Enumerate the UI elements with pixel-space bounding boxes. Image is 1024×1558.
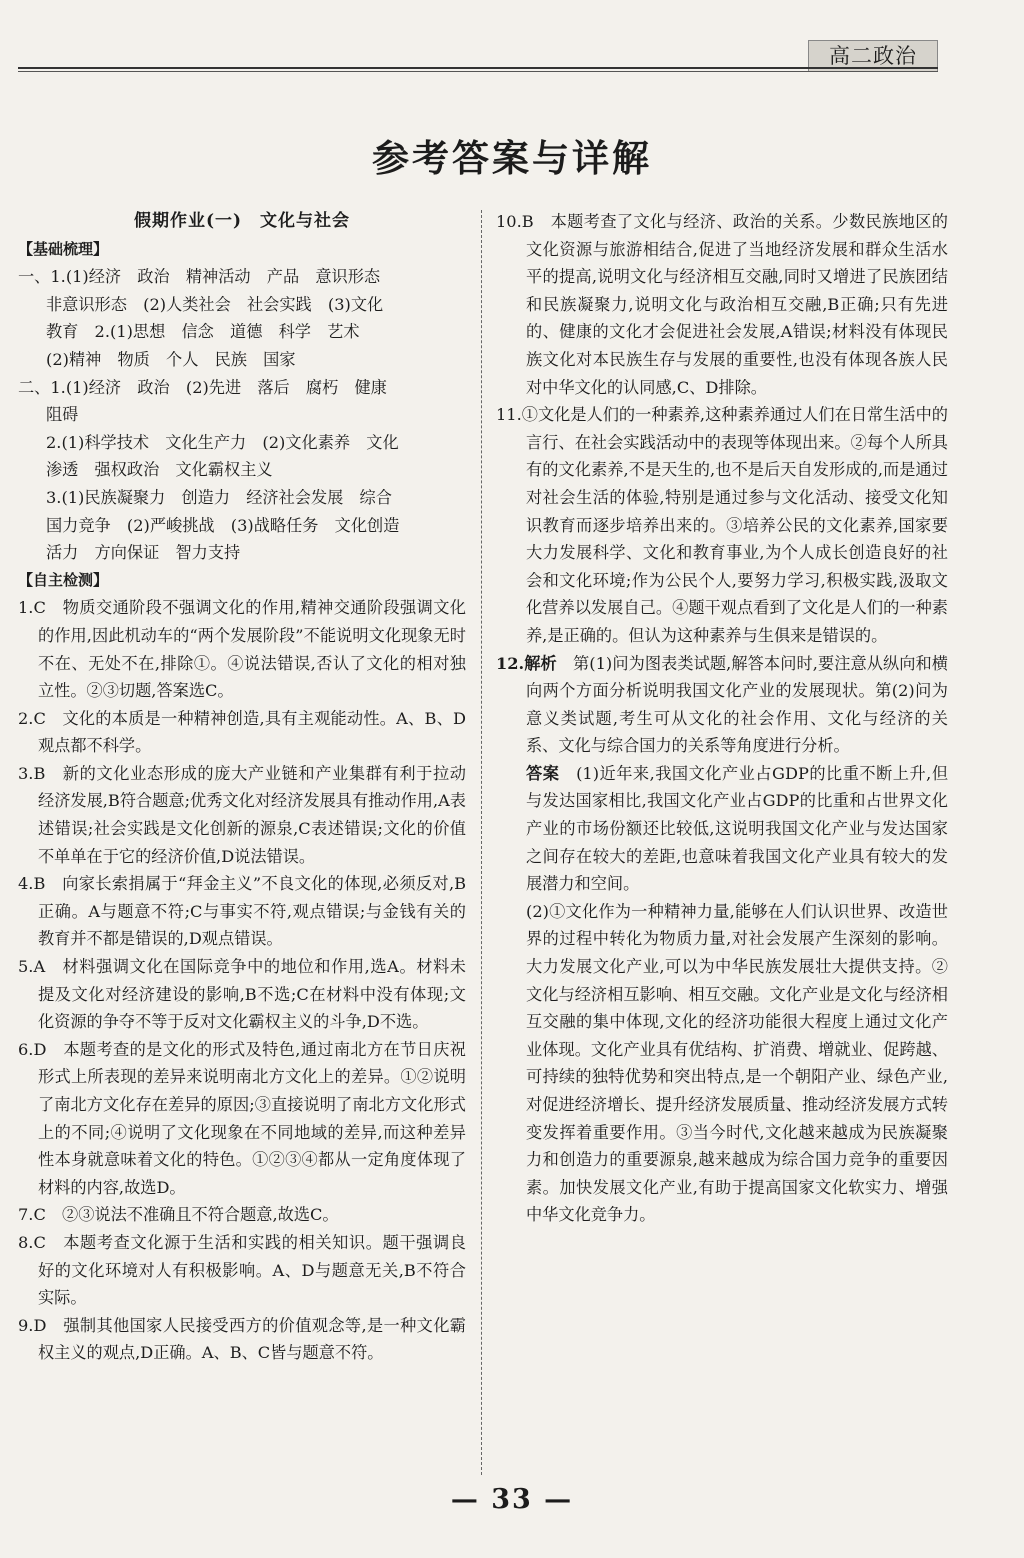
subject-tab: 高二政治 [808, 40, 938, 71]
answer-text-2: (2)①文化作为一种精神力量,能够在人们认识世界、改造世界的过程中转化为物质力量,对社会发展产生深刻的影响。大力发展文化产业,可以为中华民族发展壮大提供支持。②文化与经济相互影响、相互交融。文化产业是文化与经济相互交融的集中体现,文化的经济功能很大程度上通过文化产业体现。文化产业具有优结构、扩消费、增就业、促跨越、可持续的独特优势和突出特点,是一个朝阳产业、绿色产业,对促进经济增长、提升经济发展质量、推动经济发展方式转变发挥着重要作用。③当今时代,文化越来越成为民族凝聚力和创造力的重要源泉,越来越成为综合国力竞争的重要因素。加快发展文化产业,有助于提高国家文化软实力、增强中华文化竞争力。 [526, 901, 948, 1225]
basics-line: 阻碍 [46, 405, 79, 425]
answer-item: 11.①文化是人们的一种素养,这种素养通过人们在日常生活中的言行、在社会实践活动中的表现等体现出来。②每个人所具有的文化素养,不是天生的,也不是后天自发形成的,而是通过对社会生活的体验,特别是通过参与文化活动、接受文化知识教育而逐步培养出来的。③培养公民的文化素养,国家要大力发展科学、文化和教育事业,为个人成长创造良好的社会和文化环境;作为公民个人,要努力学习,积极实践,汲取文化营养以发展自己。④题干观点看到了文化是人们的一种素养,是正确的。但认为这种素养与生俱来是错误的。 [496, 405, 948, 645]
answer-item: 7.C ②③说法不准确且不符合题意,故选C。 [18, 1205, 339, 1225]
column-divider [481, 210, 482, 1475]
left-column [18, 208, 466, 1367]
answer-item-analysis [496, 650, 948, 760]
basics-line: 教育 2.(1)思想 信念 道德 科学 艺术 [46, 322, 360, 342]
answer-item: 9.D 强制其他国家人民接受西方的价值观念等,是一种文化霸权主义的观点,D正确。A、B、C皆与题意不符。 [18, 1315, 466, 1363]
answer-item: 2.C 文化的本质是一种精神创造,具有主观能动性。A、B、D观点都不科学。 [18, 708, 466, 756]
section-heading-basics: 【基础梳理】 [18, 239, 109, 258]
answer-item: 10.B 本题考查了文化与经济、政治的关系。少数民族地区的文化资源与旅游相结合,促进了当地经济发展和群众生活水平的提高,说明文化与经济相互交融,同时又增进了民族团结和民族凝聚力,说明文化与政治相互交融,B正确;只有先进的、健康的文化才会促进社会发展,A错误;材料没有体现民族文化对本民族生存与发展的重要性,也没有体现各族人民对中华文化的认同感,C、D排除。 [496, 212, 948, 397]
basics-line: 渗透 强权政治 文化霸权主义 [46, 460, 273, 480]
right-column [496, 208, 948, 1229]
header-rule [18, 67, 938, 69]
analysis-text: 第(1)问为图表类试题,解答本问时,要注意从纵向和横向两个方面分析说明我国文化产业的发展现状。第(2)问为意义类试题,考生可从文化的社会作用、文化与经济的关系、文化与综合国力的关系等角度进行分析。 [526, 653, 948, 756]
answer-item: 8.C 本题考查文化源于生活和实践的相关知识。题干强调良好的文化环境对人有积极影响。A、D与题意无关,B不符合实际。 [18, 1232, 466, 1308]
answer-item: 1.C 物质交通阶段不强调文化的作用,精神交通阶段强调文化的作用,因此机动车的“两个发展阶段”不能说明文化现象无时不在、无处不在,排除①。④说法错误,否认了文化的相对独立性。②③切题,答案选C。 [18, 598, 466, 701]
answer-label: 答案 [526, 763, 560, 783]
answer-item: 3.B 新的文化业态形成的庞大产业链和产业集群有利于拉动经济发展,B符合题意;优秀文化对经济发展具有推动作用,A表述错误;社会实践是文化创新的源泉,C表述错误;文化的价值不单单在于它的经济价值,D说法错误。 [18, 763, 466, 866]
answer-text-1: (1)近年来,我国文化产业占GDP的比重不断上升,但与发达国家相比,我国文化产业占GDP的比重和占世界文化产业的市场份额还比较低,这说明我国文化产业与发达国家之间存在较大的差距,也意味着我国文化产业具有较大的发展潜力和空间。 [526, 763, 949, 894]
answer-block [496, 760, 948, 898]
section-heading-selfcheck: 【自主检测】 [18, 570, 109, 589]
answer-item: 4.B 向家长索捐属于“拜金主义”不良文化的体现,必须反对,B正确。A与题意不符;C与事实不符,观点错误;与金钱有关的教育并不都是错误的,D观点错误。 [18, 874, 466, 949]
answer-item: 6.D 本题考查的是文化的形式及特色,通过南北方在节日庆祝形式上所表现的差异来说明南北方文化上的差异。①②说明了南北方文化存在差异的原因;③直接说明了南北方文化形式上的不同;④说明了文化现象在不同地域的差异,而这种差异性本身就意味着文化的特色。①②③④都从一定角度体现了材料的内容,故选D。 [18, 1039, 466, 1197]
basics-line: 非意识形态 (2)人类社会 社会实践 (3)文化 [46, 294, 384, 314]
basics-line: 国力竞争 (2)严峻挑战 (3)战略任务 文化创造 [46, 515, 400, 535]
header-rule-thin [18, 71, 938, 72]
basics-line: 活力 方向保证 智力支持 [46, 543, 241, 563]
section-subtitle: 假期作业(一) 文化与社会 [133, 211, 351, 231]
basics-line: 二、1.(1)经济 政治 (2)先进 落后 腐朽 健康 [18, 377, 387, 397]
basics-line: 2.(1)科学技术 文化生产力 (2)文化素养 文化 [46, 432, 399, 452]
page-title: 参考答案与详解 [372, 136, 652, 180]
page-number: — 33 — [450, 1484, 574, 1515]
basics-line: 一、1.(1)经济 政治 精神活动 产品 意识形态 [18, 267, 381, 287]
basics-line: 3.(1)民族凝聚力 创造力 经济社会发展 综合 [46, 487, 392, 507]
analysis-label: 12.解析 [496, 653, 557, 673]
answer-item: 5.A 材料强调文化在国际竞争中的地位和作用,选A。材料未提及文化对经济建设的影响,B不选;C在材料中没有体现;文化资源的争夺不等于反对文化霸权主义的斗争,D不选。 [18, 957, 466, 1032]
basics-line: (2)精神 物质 个人 民族 国家 [46, 349, 296, 369]
